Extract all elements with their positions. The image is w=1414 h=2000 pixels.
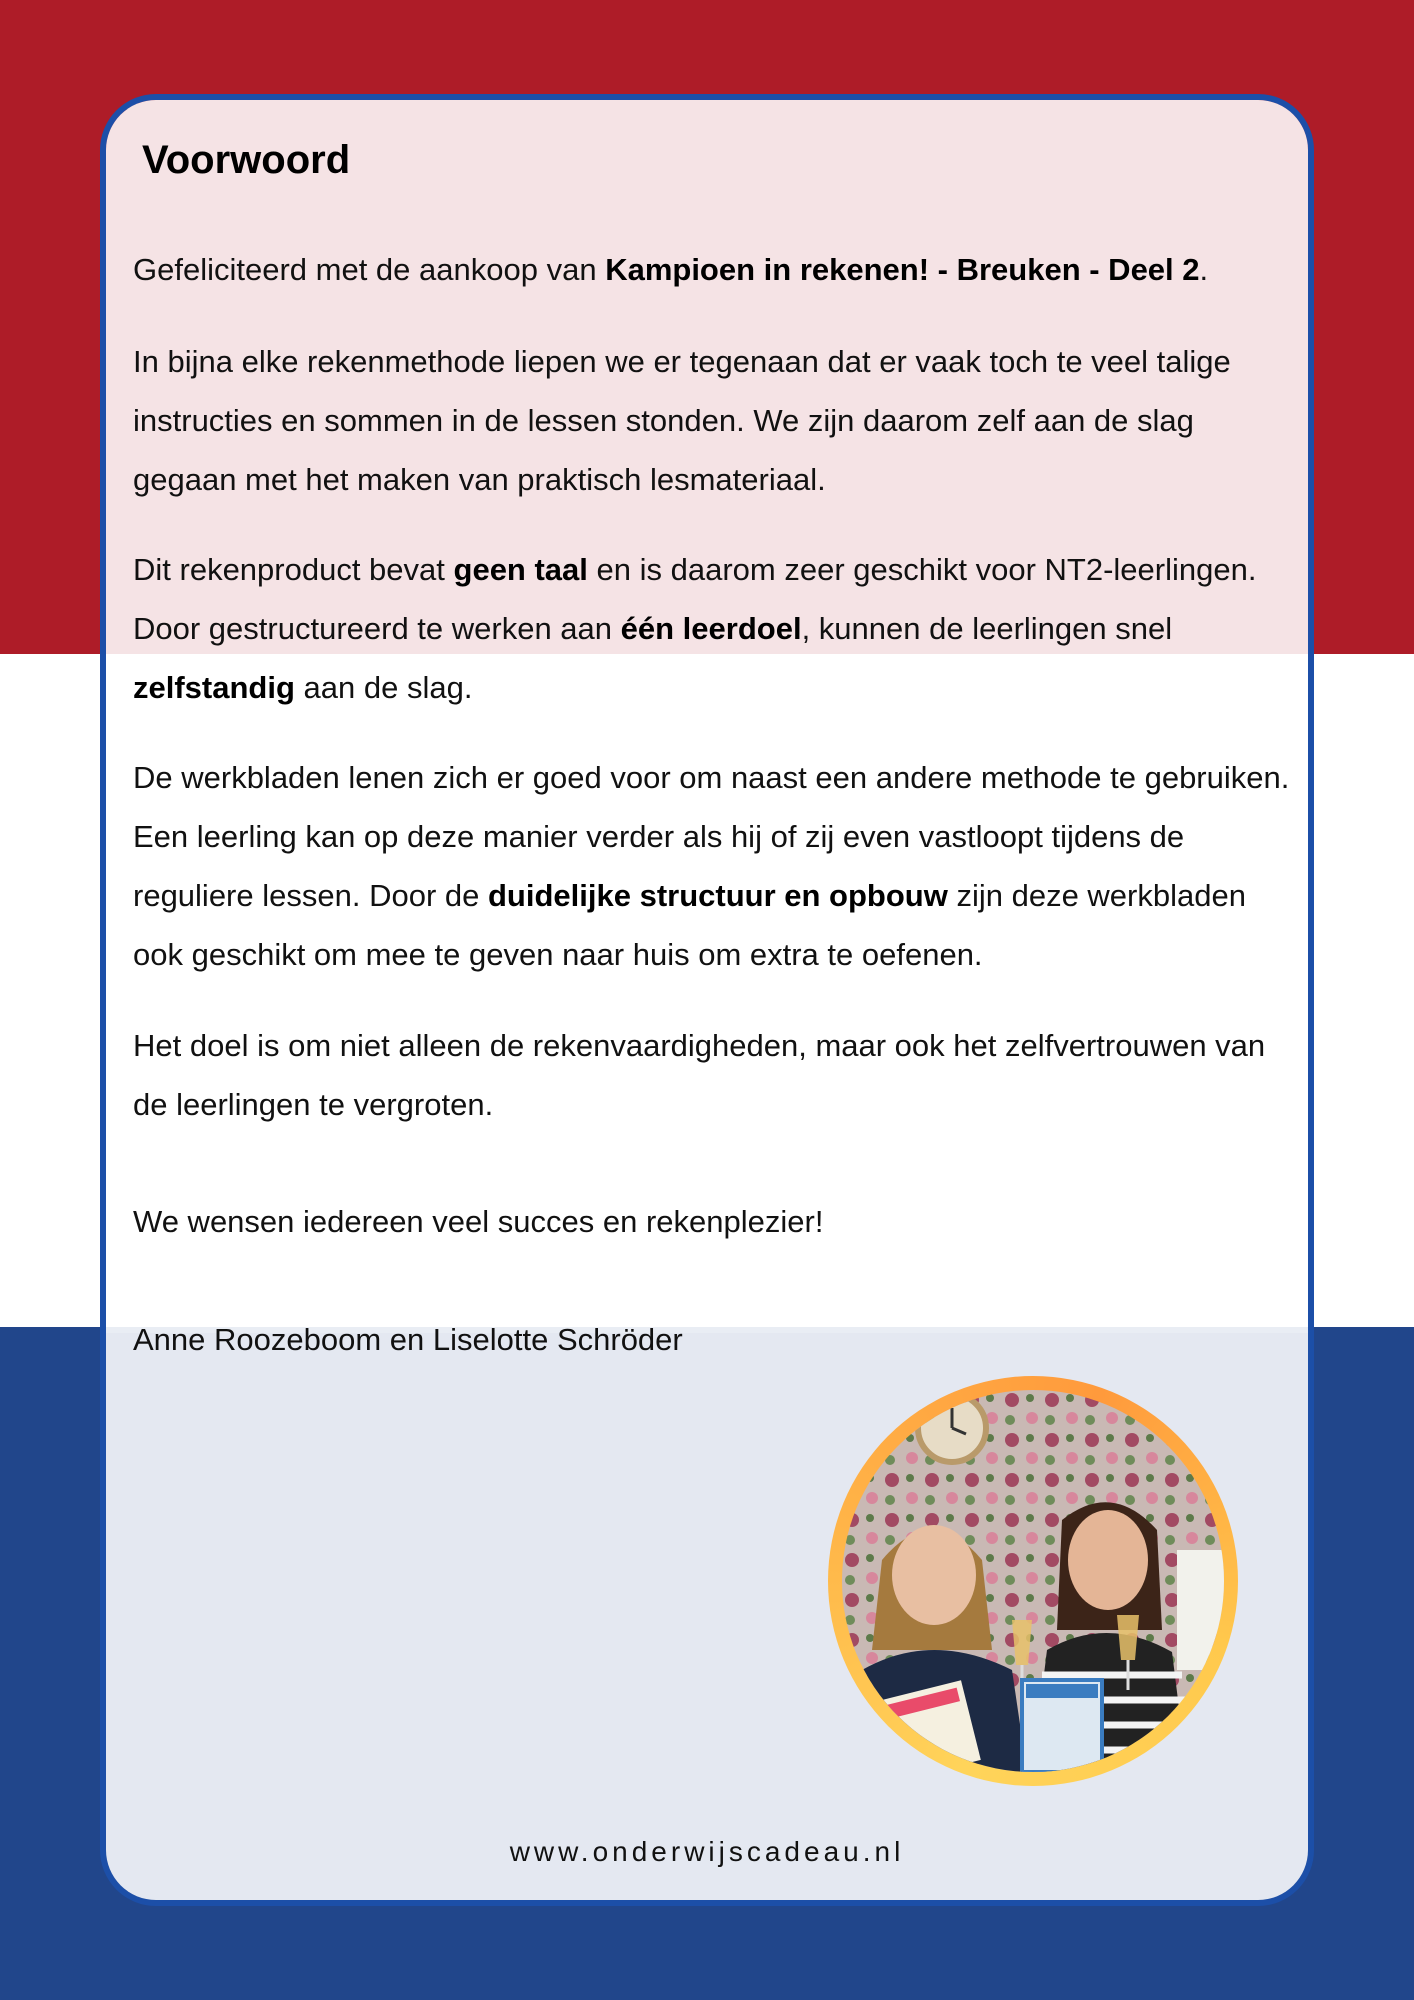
paragraph-product-features: Dit rekenproduct bevat geen taal en is daarom zeer geschikt voor NT2-leerlingen. Door gestructureerd te werken aan één leerdoel, kunnen de leerlingen snel zelfstandig aan de slag. bbox=[133, 552, 1257, 705]
paragraph-congratulations: Gefeliciteerd met de aankoop van Kampioen in rekenen! - Breuken - Deel 2. bbox=[133, 252, 1209, 287]
author-photo-illustration bbox=[842, 1390, 1224, 1772]
paragraph-worksheets: De werkbladen lenen zich er goed voor om naast een andere methode te gebruiken. Een leerling kan op deze manier verder als hij of zij even vastloopt tijdens de reguliere lessen. Door de duidelijke structuur en opbouw zijn deze werkbladen ook geschikt om mee te geven naar huis om extra te oefenen. bbox=[133, 760, 1290, 972]
product-name: Kampioen in rekenen! - Breuken - Deel 2 bbox=[605, 252, 1200, 287]
author-photo-frame bbox=[828, 1376, 1238, 1786]
paragraph-motivation: In bijna elke rekenmethode liepen we er tegenaan dat er vaak toch te veel talige instructies en sommen in de lessen stonden. We zijn daarom zelf aan de slag gegaan met het maken van praktisch lesmateriaal. bbox=[133, 344, 1231, 497]
paragraph-goal: Het doel is om niet alleen de rekenvaardigheden, maar ook het zelfvertrouwen van de leerlingen te vergroten. bbox=[133, 1028, 1266, 1122]
signature: Anne Roozeboom en Liselotte Schröder bbox=[133, 1322, 683, 1357]
footer-website-url[interactable]: www.onderwijscadeau.nl bbox=[509, 1836, 905, 1867]
paragraph-wishes: We wensen iedereen veel succes en rekenplezier! bbox=[133, 1204, 824, 1239]
author-photo bbox=[842, 1390, 1224, 1772]
page-title: Voorwoord bbox=[142, 138, 351, 182]
